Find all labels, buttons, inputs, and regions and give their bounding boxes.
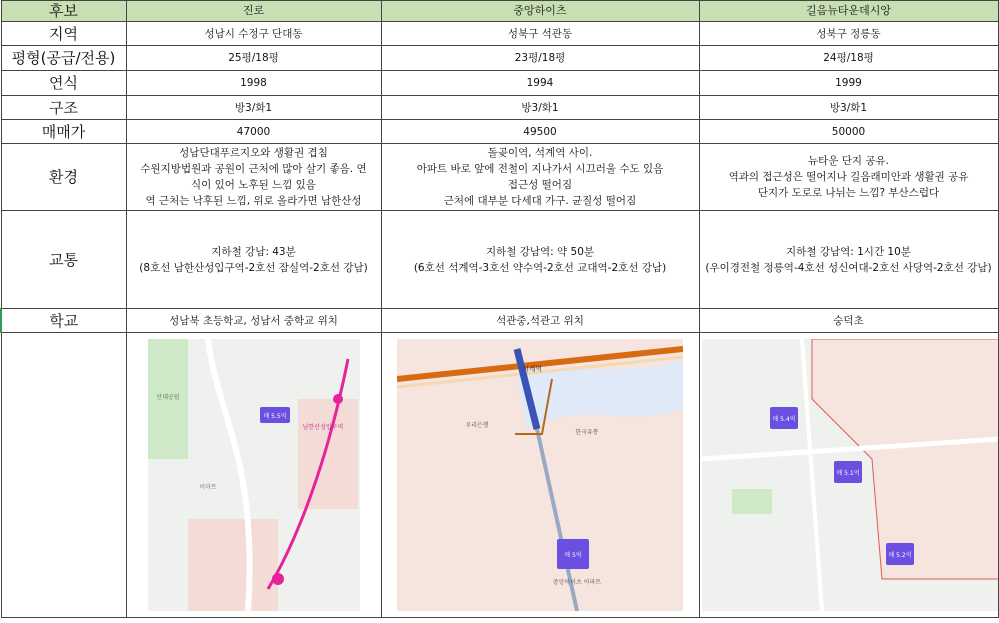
size-label: 평형(공급/전용) — [1, 46, 126, 71]
price-3: 50000 — [699, 120, 998, 144]
school-label: 학교 — [1, 309, 126, 333]
map-1-marker: 매 5.5억 — [262, 413, 287, 420]
structure-2: 방3/화1 — [381, 96, 699, 120]
size-3: 24평/18평 — [699, 46, 998, 71]
candidate-2-name: 중앙하이츠 — [381, 1, 699, 22]
size-1: 25평/18평 — [126, 46, 381, 71]
candidate-1-name: 진로 — [126, 1, 381, 22]
environment-3-line: 단지가 도로로 나뉘는 느낌? 부산스럽다 — [757, 187, 940, 199]
map-2-label: 중앙하이츠 아파트 — [552, 579, 602, 586]
environment-2-line: 돌곶이역, 석계역 사이. — [487, 147, 593, 159]
school-3: 숭덕초 — [699, 309, 998, 333]
environment-1-line: 수원지방법원과 공원이 근처에 많아 살기 좋음. 연 — [140, 163, 367, 175]
region-2: 성북구 석관동 — [381, 22, 699, 46]
transport-label: 교통 — [1, 211, 126, 309]
map-1-label: 이마트 — [198, 484, 217, 491]
school-row — [1, 309, 998, 333]
map-3 — [702, 339, 999, 611]
candidate-3-name: 길음뉴타운데시앙 — [699, 1, 998, 22]
environment-label: 환경 — [1, 144, 126, 211]
price-label: 매매가 — [1, 120, 126, 144]
transport-2-line: (6호선 석계역-3호선 약수역-2호선 교대역-2호선 강남) — [413, 261, 667, 274]
map-cell-1 — [126, 333, 381, 618]
environment-2-line: 접근성 떨어짐 — [507, 179, 573, 191]
school-2: 석관중,석관고 위치 — [381, 309, 699, 333]
environment-row — [1, 144, 998, 211]
environment-2-line: 아파트 바로 앞에 전철이 지나가서 시끄러울 수도 있음 — [416, 163, 664, 175]
map-cell-3 — [699, 333, 998, 618]
transport-3 — [699, 211, 998, 309]
year-3: 1999 — [699, 71, 998, 96]
transport-3-line: (우이경전철 정릉역-4호선 성신여대-2호선 사당역-2호선 강남) — [705, 261, 992, 274]
year-row — [1, 71, 998, 96]
region-3: 성북구 정릉동 — [699, 22, 998, 46]
transport-2 — [381, 211, 699, 309]
map-2-label: 우리은행 — [465, 422, 489, 429]
environment-2 — [381, 144, 699, 211]
structure-1: 방3/화1 — [126, 96, 381, 120]
environment-1 — [126, 144, 381, 211]
transport-3-line: 지하철 강남역: 1시간 10분 — [786, 245, 911, 258]
structure-label: 구조 — [1, 96, 126, 120]
environment-1-line: 성남단대푸르지오와 생활권 겹침 — [179, 147, 328, 159]
map-1-label: 남한산성입구역 — [302, 424, 343, 431]
header-label: 후보 — [1, 1, 126, 22]
size-row — [1, 46, 998, 71]
environment-3-line: 역과의 접근성은 떨어지나 길음래미안과 생활권 공유 — [728, 171, 969, 183]
year-2: 1994 — [381, 71, 699, 96]
map-cell-2 — [381, 333, 699, 618]
region-label: 지역 — [1, 22, 126, 46]
year-1: 1998 — [126, 71, 381, 96]
year-label: 연식 — [1, 71, 126, 96]
region-row — [1, 22, 998, 46]
transport-2-line: 지하철 강남역: 약 50분 — [485, 245, 595, 258]
structure-3: 방3/화1 — [699, 96, 998, 120]
map-3-marker: 매 5.4억 — [771, 416, 796, 423]
map-2 — [397, 339, 683, 611]
map-1-label: 단대공원 — [155, 394, 180, 401]
environment-3 — [699, 144, 998, 211]
map-2-marker: 매 5억 — [564, 552, 582, 559]
environment-1-line: 식이 있어 노후된 느낌 있음 — [191, 179, 316, 191]
price-1: 47000 — [126, 120, 381, 144]
size-2: 23평/18평 — [381, 46, 699, 71]
map-1 — [148, 339, 360, 611]
structure-row — [1, 96, 998, 120]
map-row — [1, 333, 998, 618]
environment-3-line: 뉴타운 단지 공유. — [807, 155, 889, 167]
map-2-label: 석계역 — [521, 365, 543, 373]
price-row — [1, 120, 998, 144]
map-row-label — [1, 333, 126, 618]
transport-1 — [126, 211, 381, 309]
map-3-marker: 매 5.2억 — [887, 552, 912, 559]
header-row — [1, 1, 998, 22]
region-1: 성남시 수정구 단대동 — [126, 22, 381, 46]
transport-1-line: 지하철 강남: 43분 — [211, 245, 296, 258]
map-3-marker: 매 5.1억 — [835, 470, 860, 477]
transport-1-line: (8호선 남한산성입구역-2호선 잠실역-2호선 강남) — [139, 261, 368, 274]
school-1: 성남북 초등학교, 성남서 중학교 위치 — [126, 309, 381, 333]
map-2-label: 한국유통 — [575, 429, 599, 436]
environment-2-line: 근처에 대부분 다세대 가구. 균질성 떨어짐 — [443, 195, 637, 207]
environment-1-line: 역 근처는 낙후된 느낌, 위로 올라가면 남한산성 — [145, 195, 362, 207]
price-2: 49500 — [381, 120, 699, 144]
transport-row — [1, 211, 998, 309]
